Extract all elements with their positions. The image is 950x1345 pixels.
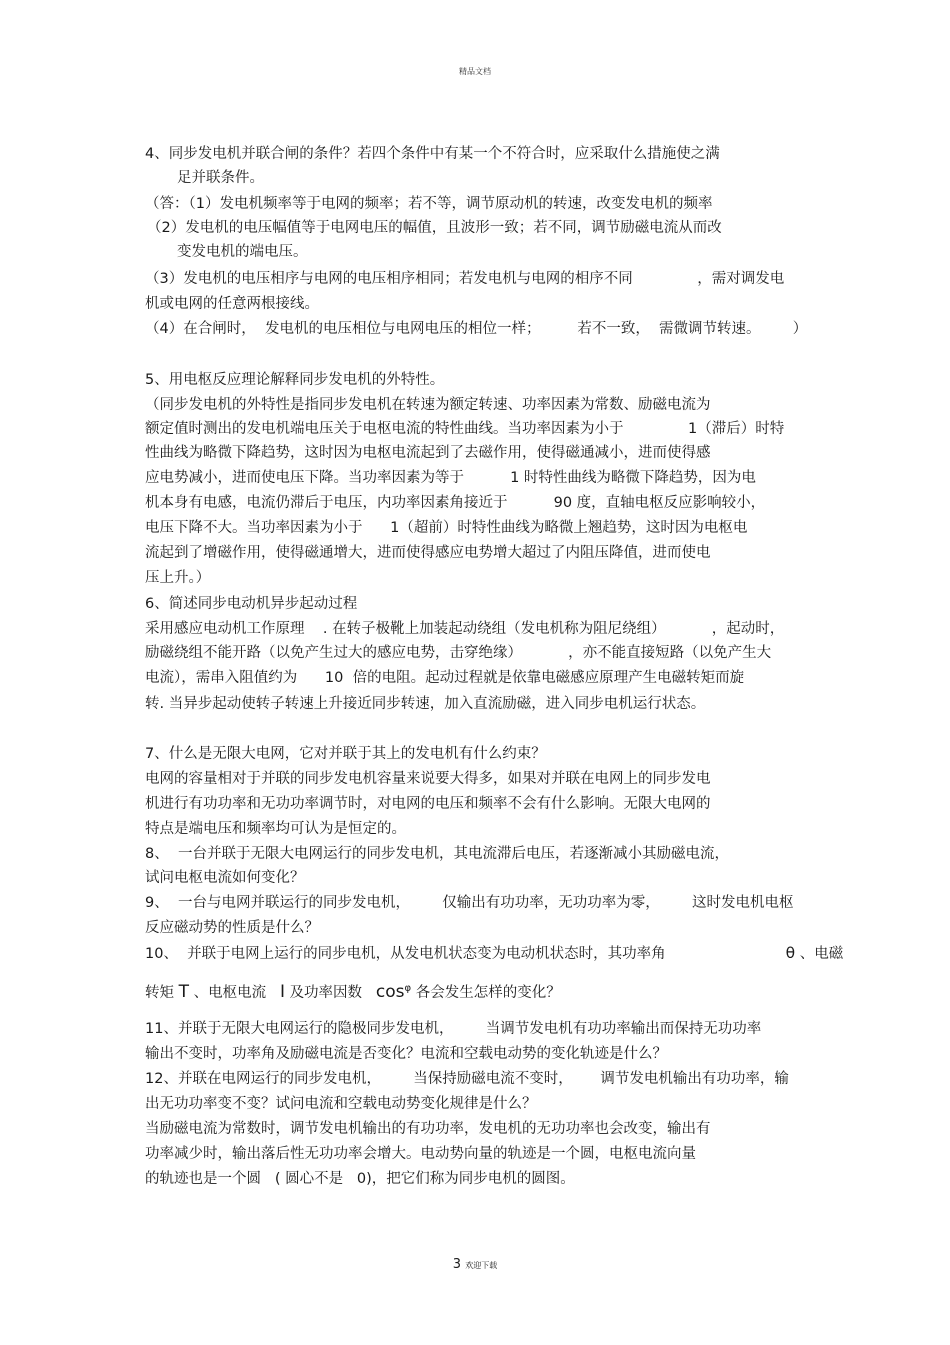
body-text-line: 特点是端电压和频率均可认为是恒定的。 (145, 821, 406, 837)
body-text-line: 4、同步发电机并联合闸的条件？若四个条件中有某一个不符合时，应采取什么措施使之满 (145, 146, 720, 162)
body-text-line: 的轨迹也是一个圆 ( 圆心不是 0)，把它们称为同步电机的圆图。 (145, 1171, 575, 1187)
body-text-line: 出无功功率变不变？试问电流和空载电动势变化规律是什么？ (145, 1096, 537, 1112)
body-text-line: 机本身有电感，电流仍滞后于电压，内功率因素角接近于 90 度，直轴电枢反应影响较小， (145, 495, 766, 511)
body-text-line: （4）在合闸时， 发电机的电压相位与电网电压的相位一样； 若不一致， 需微调节转速。 ） (145, 321, 808, 337)
page-number: 3 (452, 1257, 462, 1272)
body-text-line: 反应磁动势的性质是什么？ (145, 920, 319, 936)
body-text-line: 试问电枢电流如何变化？ (145, 870, 305, 886)
question-10-line-2 (145, 980, 561, 1002)
body-text-line: 足并联条件。 (177, 170, 264, 186)
body-text-line: 输出不变时，功率角及励磁电流是否变化？电流和空载电动势的变化轨迹是什么？ (145, 1046, 667, 1062)
body-text-line: 电网的容量相对于并联的同步发电机容量来说要大得多，如果对并联在电网上的同步发电 (145, 771, 711, 787)
torque-symbol: T (178, 981, 189, 1002)
body-text-line: 额定值时测出的发电机端电压关于电枢电流的特性曲线。当功率因素为小于 1（滞后）时特 (145, 421, 785, 437)
body-text-line: （答：（1）发电机频率等于电网的频率；若不等，调节原动机的转速，改变发电机的频率 (145, 196, 713, 212)
body-text-line: 采用感应电动机工作原理 . 在转子极靴上加装起动绕组（发电机称为阻尼绕组） ，起动时， (145, 621, 785, 637)
q10-text-a: 10、 并联于电网上运行的同步电机，从发电机状态变为电动机状态时，其功率角 (145, 946, 666, 962)
q10-text-c: 转矩 (145, 984, 174, 1001)
q10-text-b: 、电磁 (799, 946, 844, 962)
body-text-line: 性曲线为略微下降趋势，这时因为电枢电流起到了去磁作用，使得磁通减小，进而使得感 (145, 445, 711, 461)
body-text-line: 应电势减小，进而使电压下降。当功率因素为等于 1 时特性曲线为略微下降趋势，因为电 (145, 470, 756, 486)
body-text-line: 5、用电枢反应理论解释同步发电机的外特性。 (145, 372, 445, 388)
body-text-line: 转. 当异步起动使转子转速上升接近同步转速，加入直流励磁，进入同步电机运行状态。 (145, 696, 706, 712)
theta-symbol: θ (785, 944, 796, 962)
body-text-line: 电压下降不大。当功率因素为小于 1（超前）时特性曲线为略微上翘趋势，这时因为电枢电 (145, 520, 748, 536)
cos-symbol: cos (375, 981, 405, 1002)
body-text-line: 功率减少时，输出落后性无功功率会增大。电动势向量的轨迹是一个圆，电枢电流向量 (145, 1146, 696, 1162)
body-text-line: 当励磁电流为常数时，调节发电机输出的有功功率，发电机的无功功率也会改变，输出有 (145, 1121, 711, 1137)
body-text-line: （3）发电机的电压相序与电网的电压相序相同；若发电机与电网的相序不同 ，需对调发电 (145, 271, 785, 287)
phi-symbol: φ (404, 983, 412, 994)
body-text-line: 机或电网的任意两根接线。 (145, 296, 319, 312)
body-text-line: 12、并联在电网运行的同步发电机， 当保持励磁电流不变时， 调节发电机输出有功功率，输 (145, 1071, 789, 1087)
body-text-line: 励磁绕组不能开路（以免产生过大的感应电势，击穿绝缘） ，亦不能直接短路（以免产生大 (145, 645, 772, 661)
q10-text-d: 、电枢电流 (193, 984, 267, 1001)
body-text-line: 电流），需串入阻值约为 10 倍的电阻。起动过程就是依靠电磁感应原理产生电磁转矩而旋 (145, 670, 745, 686)
question-10-line-1 (145, 944, 843, 963)
body-text-line: 机进行有功功率和无功功率调节时，对电网的电压和频率不会有什么影响。无限大电网的 (145, 796, 711, 812)
body-text-line: 变发电机的端电压。 (177, 244, 308, 260)
current-symbol: I (279, 981, 285, 1002)
body-text-line: （2）发电机的电压幅值等于电网电压的幅值，且波形一致；若不同，调节励磁电流从而改 (147, 220, 722, 236)
body-text-line: 7、什么是无限大电网，它对并联于其上的发电机有什么约束？ (145, 746, 546, 762)
page-footer (0, 1257, 950, 1272)
body-text-line: 8、 一台并联于无限大电网运行的同步发电机，其电流滞后电压，若逐渐减小其励磁电流， (145, 846, 729, 862)
body-text-line: 流起到了增磁作用，使得磁通增大，进而使得感应电势增大超过了内阻压降值，进而使电 (145, 545, 711, 561)
q10-text-e: 及功率因数 (289, 984, 363, 1001)
body-text-line: （同步发电机的外特性是指同步发电机在转速为额定转速、功率因素为常数、励磁电流为 (145, 397, 711, 413)
body-text-line: 压上升。） (145, 570, 211, 586)
q10-text-f: 各会发生怎样的变化？ (415, 984, 561, 1001)
footer-text: 欢迎下载 (465, 1261, 498, 1270)
body-text-line: 9、 一台与电网并联运行的同步发电机， 仅输出有功功率，无功功率为零， 这时发电机电枢 (145, 895, 794, 911)
body-text-line: 6、简述同步电动机异步起动过程 (145, 596, 358, 612)
page-header: 精品文档 (459, 67, 491, 76)
body-text-line: 11、并联于无限大电网运行的隐极同步发电机， 当调节发电机有功功率输出而保持无功功率 (145, 1021, 762, 1037)
